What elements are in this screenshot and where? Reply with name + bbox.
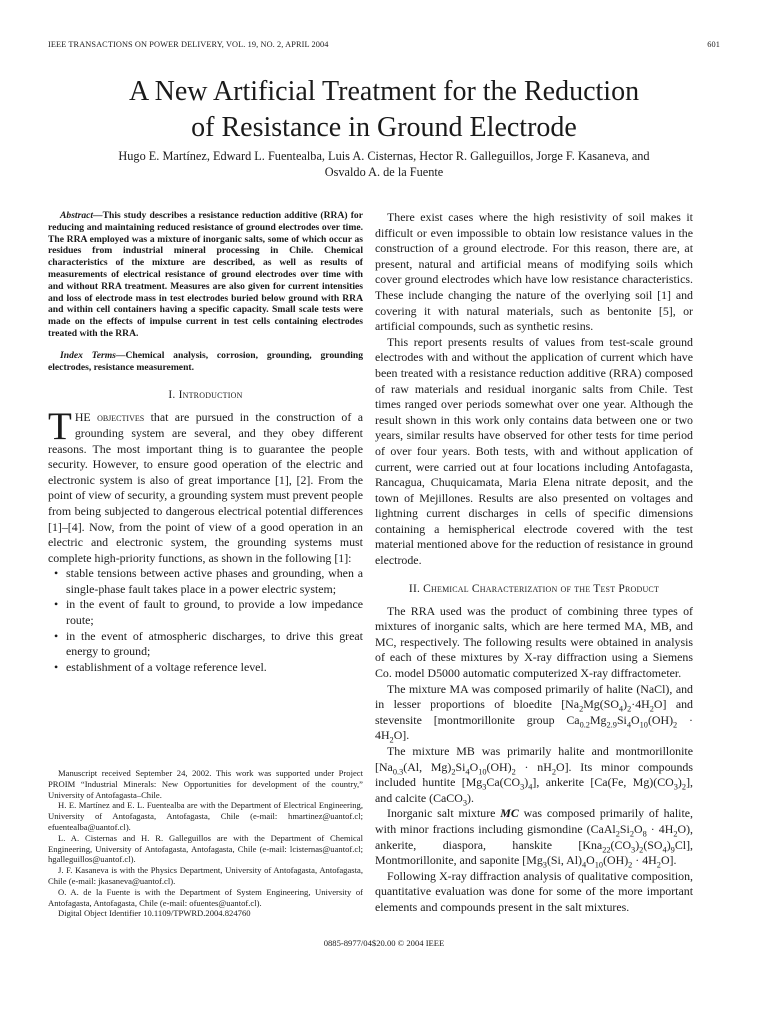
list-item: • stable tensions between active phases and grounding, when a single-phase fault takes place in a power electric system;	[54, 566, 363, 596]
journal-name: IEEE TRANSACTIONS ON POWER DELIVERY, VOL. 19, NO. 2, APRIL 2004	[48, 40, 329, 49]
abstract	[48, 210, 363, 340]
page-number: 601	[707, 40, 720, 49]
title-line-2: of Resistance in Ground Electrode	[191, 112, 577, 143]
section-heading-chemical: II. Chemical Characterization of the Test Product	[408, 582, 660, 595]
abstract-text: This study describes a resistance reduction additive (RRA) for reducing and maintaining reduced resistance of ground electrodes over time. The RRA employed was a mixture of inorganic salts, some of which occur as residues from industrial mineral processing in Chile. Chemical characteristics of the mixture are described, as well as results of measurements of electrical resistance of ground electrodes over time with and without RRA treatment. Measures are also given for current intensities and loss of electrode mass in test electrodes buried below ground with RRA and within cell containers having a specific capacity. Small scale tests were made on the effects of impulse current in test cells containing electrodes treated with the RRA.	[48, 210, 363, 339]
intro-paragraph	[48, 405, 364, 566]
authors	[40, 148, 728, 180]
paper-title	[40, 74, 728, 146]
index-terms	[48, 350, 363, 374]
paragraph: This report presents results of values from test-scale ground electrodes with and without the application of current which have been treated with a resistance reduction additive (RRA) composed of raw materials and residual inorganic salts from Chile. Test times ranged over periods somewhat over one year. Although the result shown in this work only contains data between one or two years, similar results have observed for other tests for time period of over four years. Both tests, with and without application of current, were carried out at four locations including Antofagasta, Rancagua, Chuquicamata, Maria Elena nitrate deposit, and the town of Mejillones. Results are also presented on voltages and lightning current discharges in cells of specific dimensions containing a hemispherical electrode covered with the test material mentioned above for the reduction of resistance in ground electrode.	[375, 334, 693, 568]
index-terms-text: Chemical analysis, corrosion, grounding, grounding electrodes, resistance measurement.	[48, 349, 363, 373]
paragraph-mc: Inorganic salt mixture MC was composed primarily of halite, with minor fractions including gismondine $(CaAl_2Si_2O_8 \cdot 4H_2O)$, ankerite, diaspora, hanskite $[Kna_{22}(CO_3)_2(SO_4)_9Cl]$, Montmorillonite, and saponite [$Mg_3(Si$, $Al)_4O_{10}(OH)_2 \cdot 4H_2O$].	[375, 806, 694, 870]
list-item: • in the event of fault to ground, to provide a low impedance route;	[54, 597, 363, 628]
drop-cap: T	[48, 405, 72, 449]
bullet-icon: •	[54, 566, 59, 581]
footnote: L. A. Cisternas and H. R. Galleguillos are with the Department of Chemical Engineering, University of Antofagasta, Antofagasta, Chile (e-mail: lcisternas@uantof.cl; hgalleguillos@uantof.cl).	[48, 832, 363, 865]
authors-line-1: Hugo E. Martínez, Edward L. Fuentealba, Luis A. Cisternas, Hector R. Galleguillos, Jorge F. Kasaneva, and	[118, 149, 650, 163]
list-item: • in the event of atmospheric discharges, to drive this great energy to ground;	[54, 628, 363, 659]
index-terms-label: Index Terms—	[60, 349, 126, 361]
footnote: O. A. de la Fuente is with the Department of System Engineering, University of Antofagasta, Antofagasta, Chile (e-mail: ofuentes@uantof.cl).	[48, 886, 363, 908]
running-head	[48, 40, 720, 49]
copyright-line: 0885-8977/04$20.00 © 2004 IEEE	[323, 938, 445, 948]
footnote: Manuscript received September 24, 2002. This work was supported under Project PROIM “Industrial Minerals: New Opportunities for development of the country,” University of Antofagasta–Chile.	[48, 768, 363, 800]
right-column	[375, 210, 693, 916]
footnote: H. E. Martínez and E. L. Fuentealba are with the Department of Electrical Engineering, University of Antofagasta, Antofagasta, Chile (e-mail: hmartinez@uantof.cl; efuentealba@uantof.cl).	[48, 800, 363, 832]
left-column	[48, 210, 363, 675]
list-item: • establishment of a voltage reference level.	[54, 659, 267, 674]
paragraph: Following X-ray diffraction analysis of qualitative composition, quantitative evaluation was done for some of the more important elements and compounds present in the salt mixtures.	[375, 868, 693, 914]
paragraph-ma: The mixture MA was composed primarily of halite (NaCl), and in lesser proportions of bloedite $[Na_2Mg(SO_4)_2\cdot 4H_2O]$ and stevensite [montmorillonite group $Ca_{0.2}Mg_{2.9}Si_4O_{10}(OH)_2 \cdot 4H_2O$].	[375, 681, 694, 745]
bullet-icon: •	[54, 659, 59, 674]
function-list	[48, 566, 363, 675]
section-heading-introduction: I. Introduction	[168, 389, 243, 402]
abstract-label: Abstract—	[60, 210, 103, 221]
paragraph: There exist cases where the high resistivity of soil makes it difficult or even impossible to obtain low resistance values in the construction of a ground electrode. For this reason, there are, at present, natural and artificial means of modifying soils which cover ground electrodes which have low resistance characteristics. These include changing the nature of the overlying soil [1] and covering it with natural materials, such as bentonite [5], or artificial compounds, such as synthetic resins.	[375, 210, 693, 334]
footnote: J. F. Kasaneva is with the Physics Department, University of Antofagasta, Antofagasta, Chile (e-mail: jkasaneva@uantof.cl).	[48, 865, 363, 886]
paragraph: The RRA used was the product of combining three types of mixtures of inorganic salts, which are here termed MA, MB, and MC, respectively. The following results were obtained in analysis of each of these mixtures by X-ray diffraction using a Siemens Co. model D5000 automatic computerized X-ray diffractometer.	[375, 603, 693, 681]
footnote-doi: Digital Object Identifier 10.1109/TPWRD.2004.824760	[58, 908, 251, 919]
intro-text: that are pursued in the construction of a grounding system are several, and they obey different reasons. The most important thing is to guarantee the people security. However, to ensure good operation of the electric and electronic system is also of great importance [1], [2]. From the point of view of security, a grounding system must prevent people from being subjected to dangerous electrical potential differences [1]–[4]. Now, from the point of view of a good operation in an electric and electronic system, the grounding systems must complete high-priority functions, as shown in the following [1]:	[48, 410, 364, 565]
bullet-icon: •	[54, 628, 59, 643]
title-line-1: A New Artificial Treatment for the Reduction	[128, 76, 640, 107]
intro-first-words: HE objectives	[74, 410, 145, 425]
bullet-icon: •	[54, 597, 59, 612]
paragraph-mb: The mixture MB was primarily halite and montmorillonite [$Na_{0.3}(Al$, $Mg)_2Si_4O_{10}(OH)_2 \cdot nH_2O$]. Its minor compounds included huntite $[Mg_3Ca(CO_3)_4]$, ankerite [Ca(Fe, $Mg)(CO_3)_2$], and calcite (CaCO$_3$).	[375, 744, 693, 808]
footnotes	[48, 768, 363, 919]
authors-line-2: Osvaldo A. de la Fuente	[324, 165, 444, 179]
